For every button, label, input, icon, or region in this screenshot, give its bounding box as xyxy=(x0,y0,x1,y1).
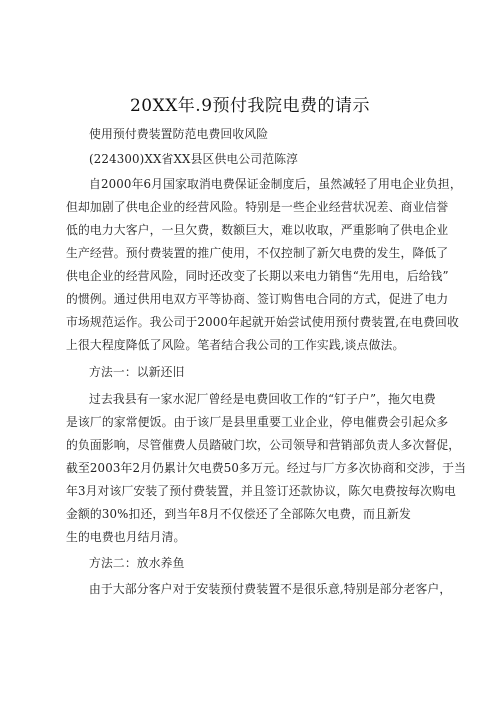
paragraph-line: 的惯例。通过供用电双方平等协商、签订购售电合同的方式，促进了电力 xyxy=(66,292,449,306)
paragraph-line: 低的电力大客户，一旦欠费，数额巨大，难以收取，严重影响了供电企业 xyxy=(66,223,449,237)
paragraph-line: 市场规范运作。我公司于2000年起就开始尝试使用预付费装置,在电费回收 xyxy=(66,315,459,329)
paragraph-line: 金额的30%扣还，到当年8月不仅偿还了全部陈欠电费，而且新发 xyxy=(66,507,411,521)
paragraph-line: 是该厂的家常便饭。由于该厂是县里重要工业企业，停电催费会引起众多 xyxy=(66,415,449,429)
paragraph-line: 由于大部分客户对于安装预付费装置不是很乐意,特别是部分老客户， xyxy=(89,582,452,596)
paragraph-line: 生产经营。预付费装置的推广使用，不仅控制了新欠电费的发生，降低了 xyxy=(66,246,449,260)
paragraph-line: 的负面影响，尽管催费人员踏破门坎，公司领导和营销部负责人多次督促， xyxy=(66,438,461,452)
document-title: 20XX年.9预付我院电费的请示 xyxy=(129,96,371,116)
section-heading-method1: 方法一：以新还旧 xyxy=(89,365,185,379)
subtitle: 使用预付费装置防范电费回收风险 xyxy=(89,127,269,141)
paragraph-line: 年3月对该厂安装了预付费装置，并且签订还款协议，陈欠电费按每次购电 xyxy=(66,484,456,498)
author-line: (224300)XX省XX县区供电公司范陈淳 xyxy=(89,152,299,166)
paragraph-line: 截至2003年2月仍累计欠电费50多万元。经过与厂方多次协商和交涉，于当 xyxy=(66,461,467,475)
paragraph-line: 自2000年6月国家取消电费保证金制度后，虽然减轻了用电企业负担， xyxy=(89,177,462,191)
paragraph-line: 供电企业的经营风险，同时还改变了长期以来电力销售“先用电，后给钱” xyxy=(66,269,449,283)
paragraph-line: 上很大程度降低了风险。笔者结合我公司的工作实践,谈点做法。 xyxy=(66,338,405,352)
paragraph-line: 生的电费也月结月清。 xyxy=(66,530,186,544)
section-heading-method2: 方法二：放水养鱼 xyxy=(89,556,185,570)
paragraph-line: 过去我县有一家水泥厂曾经是电费回收工作的“钉子户”，拖欠电费 xyxy=(89,392,436,406)
paragraph-line: 但却加剧了供电企业的经营风险。特别是一些企业经营状况差、商业信誉 xyxy=(66,200,449,214)
